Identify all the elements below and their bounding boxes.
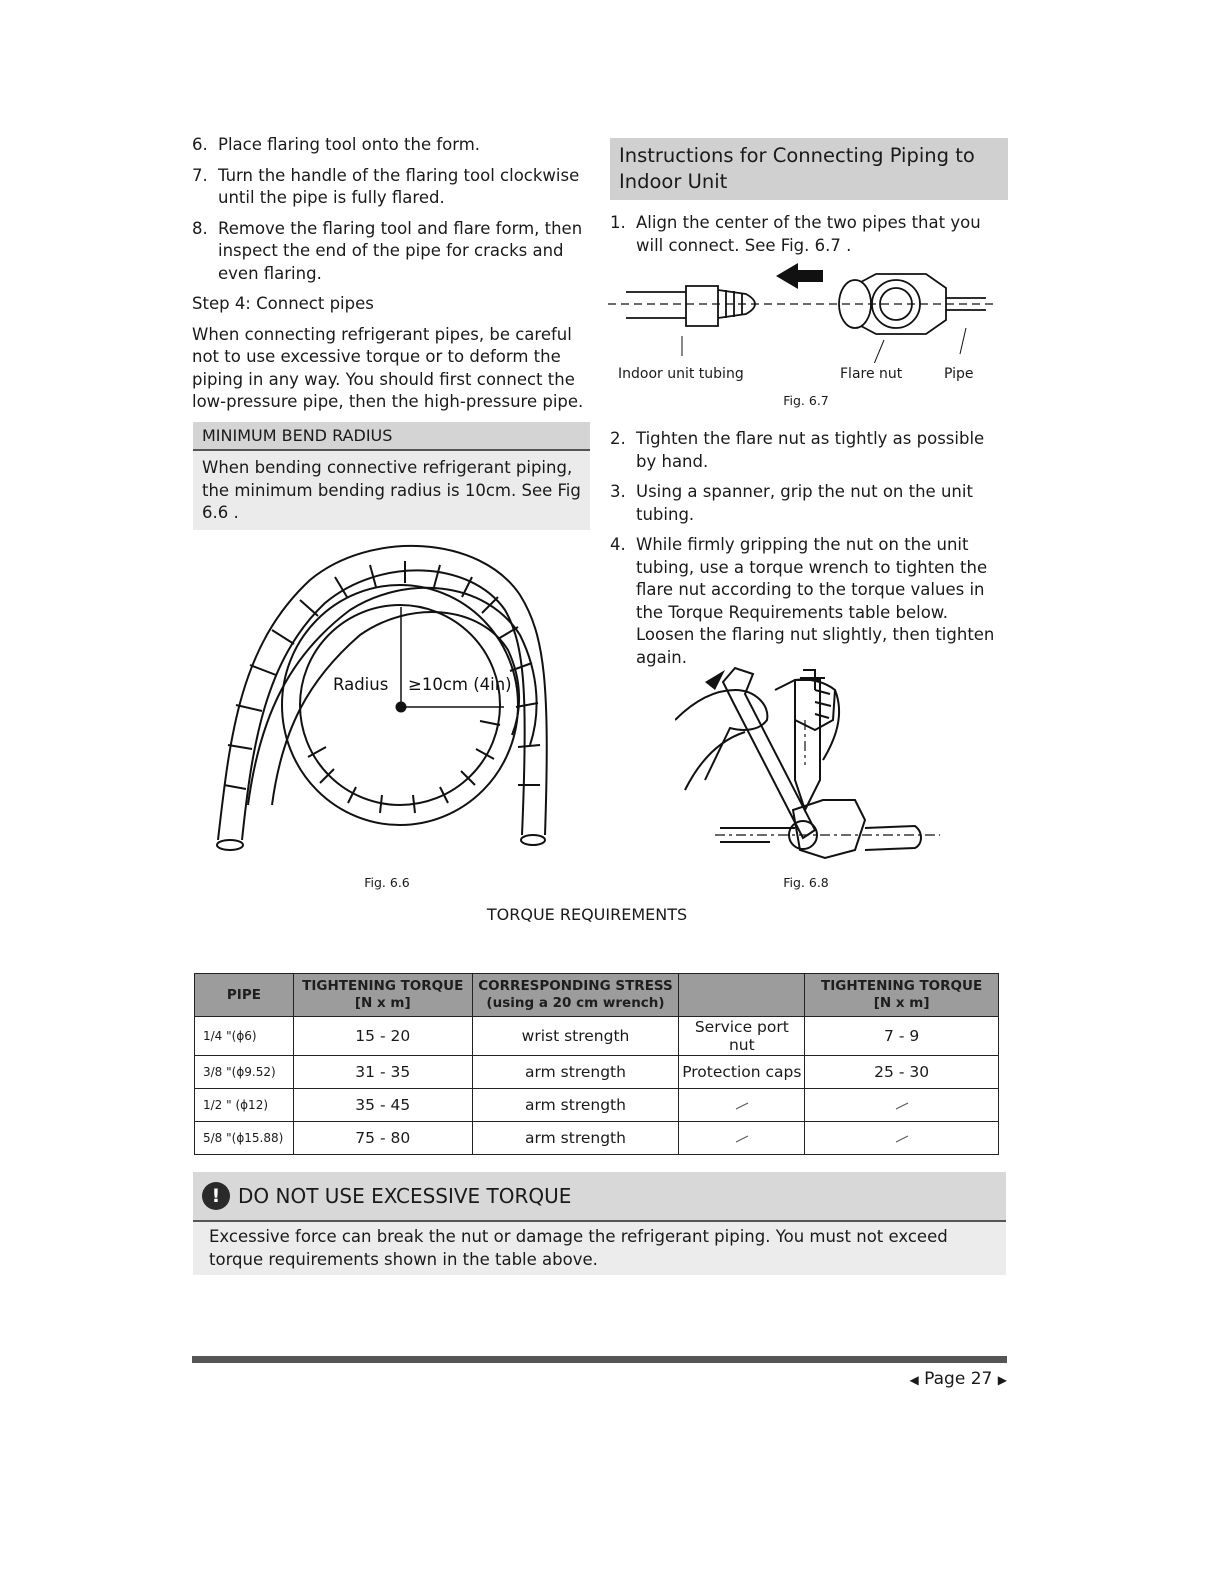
torque-wrench-figure <box>675 660 950 865</box>
slash-mark <box>895 1102 909 1110</box>
header-torque: TIGHTENING TORQUE [N x m] <box>293 974 472 1017</box>
bend-radius-title: MINIMUM BEND RADIUS <box>193 422 590 451</box>
slash-mark <box>735 1102 749 1110</box>
header-pipe: PIPE <box>195 974 294 1017</box>
fig66-caption: Fig. 6.6 <box>364 875 410 890</box>
label-pipe: Pipe <box>944 366 974 382</box>
fig68-caption: Fig. 6.8 <box>783 875 829 890</box>
tighten-steps <box>610 428 1008 669</box>
list-item: 3. Using a spanner, grip the nut on the unit tubing. <box>610 482 973 524</box>
page-number: 27 <box>970 1369 993 1389</box>
list-item: 7. Turn the handle of the flaring tool clockwise until the pipe is fully flared. <box>192 165 580 207</box>
pipe-alignment-figure <box>606 258 1006 363</box>
right-heading: Instructions for Connecting Piping to Indoor Unit <box>610 138 1008 200</box>
table-title: TORQUE REQUIREMENTS <box>486 905 688 924</box>
header-stress: CORRESPONDING STRESS (using a 20 cm wrench) <box>472 974 679 1017</box>
radius-value: ≥10cm (4in) <box>408 675 512 694</box>
radius-label: Radius <box>333 675 389 694</box>
fig67-caption: Fig. 6.7 <box>783 393 829 408</box>
footer-rule <box>192 1356 1007 1363</box>
left-column <box>192 134 592 422</box>
tighten-steps-wrap <box>610 428 1008 677</box>
prev-page-icon[interactable]: ◀ <box>909 1373 919 1387</box>
warning-box <box>193 1172 1006 1275</box>
warning-title: DO NOT USE EXCESSIVE TORQUE <box>238 1184 572 1208</box>
header-blank <box>679 974 805 1017</box>
table-header-row <box>195 974 999 1017</box>
label-indoor-tubing: Indoor unit tubing <box>618 366 744 382</box>
flaring-steps <box>192 134 592 285</box>
bend-radius-box <box>193 422 590 530</box>
page-indicator <box>880 1369 1007 1389</box>
header-torque-2: TIGHTENING TORQUE [N x m] <box>805 974 999 1017</box>
list-item: 2. Tighten the flare nut as tightly as possible by hand. <box>610 429 985 471</box>
table-row: 3/8 "(ϕ9.52) 31 - 35 arm strength Protection caps 25 - 30 <box>195 1056 999 1089</box>
table-row: 1/4 "(ϕ6) 15 - 20 wrist strength Service port nut 7 - 9 <box>195 1017 999 1056</box>
step4-text: When connecting refrigerant pipes, be careful not to use excessive torque or to deform the piping in any way. You should first connect the low-pressure pipe, then the high-pressure pipe. <box>192 324 584 411</box>
slash-mark <box>895 1135 909 1143</box>
page-label: Page <box>924 1369 966 1389</box>
empty-cell <box>679 1089 805 1122</box>
empty-cell <box>679 1122 805 1155</box>
table-row: 1/2 " (ϕ12) 35 - 45 arm strength <box>195 1089 999 1122</box>
warning-icon: ! <box>202 1182 230 1210</box>
label-flare-nut: Flare nut <box>840 366 903 382</box>
list-item: 6. Place flaring tool onto the form. <box>192 135 481 154</box>
bend-radius-text: When bending connective refrigerant piping, the minimum bending radius is 10cm. See Fig 6.6 . <box>193 451 590 530</box>
torque-table <box>194 973 999 1155</box>
list-item: 4. While firmly gripping the nut on the unit tubing, use a torque wrench to tighten the flare nut according to the torque values in the Torque Requirements table below. Loosen the flaring nut slightly, then tighten again. <box>610 535 995 667</box>
next-page-icon[interactable]: ▶ <box>997 1373 1007 1387</box>
list-item: 8. Remove the flaring tool and flare form, then inspect the end of the pipe for cracks and even flaring. <box>192 218 583 283</box>
warning-text: Excessive force can break the nut or damage the refrigerant piping. You must not exceed torque requirements shown in the table above. <box>193 1222 1006 1275</box>
empty-cell <box>805 1122 999 1155</box>
list-item: 1. Align the center of the two pipes that you will connect. See Fig. 6.7 . <box>610 213 981 255</box>
slash-mark <box>735 1135 749 1143</box>
warning-header <box>193 1172 1006 1222</box>
step4-title: Step 4: Connect pipes <box>192 294 374 313</box>
coiled-pipe-figure <box>200 535 580 865</box>
table-row: 5/8 "(ϕ15.88) 75 - 80 arm strength <box>195 1122 999 1155</box>
right-column <box>610 138 1008 265</box>
empty-cell <box>805 1089 999 1122</box>
align-steps <box>610 212 1008 257</box>
